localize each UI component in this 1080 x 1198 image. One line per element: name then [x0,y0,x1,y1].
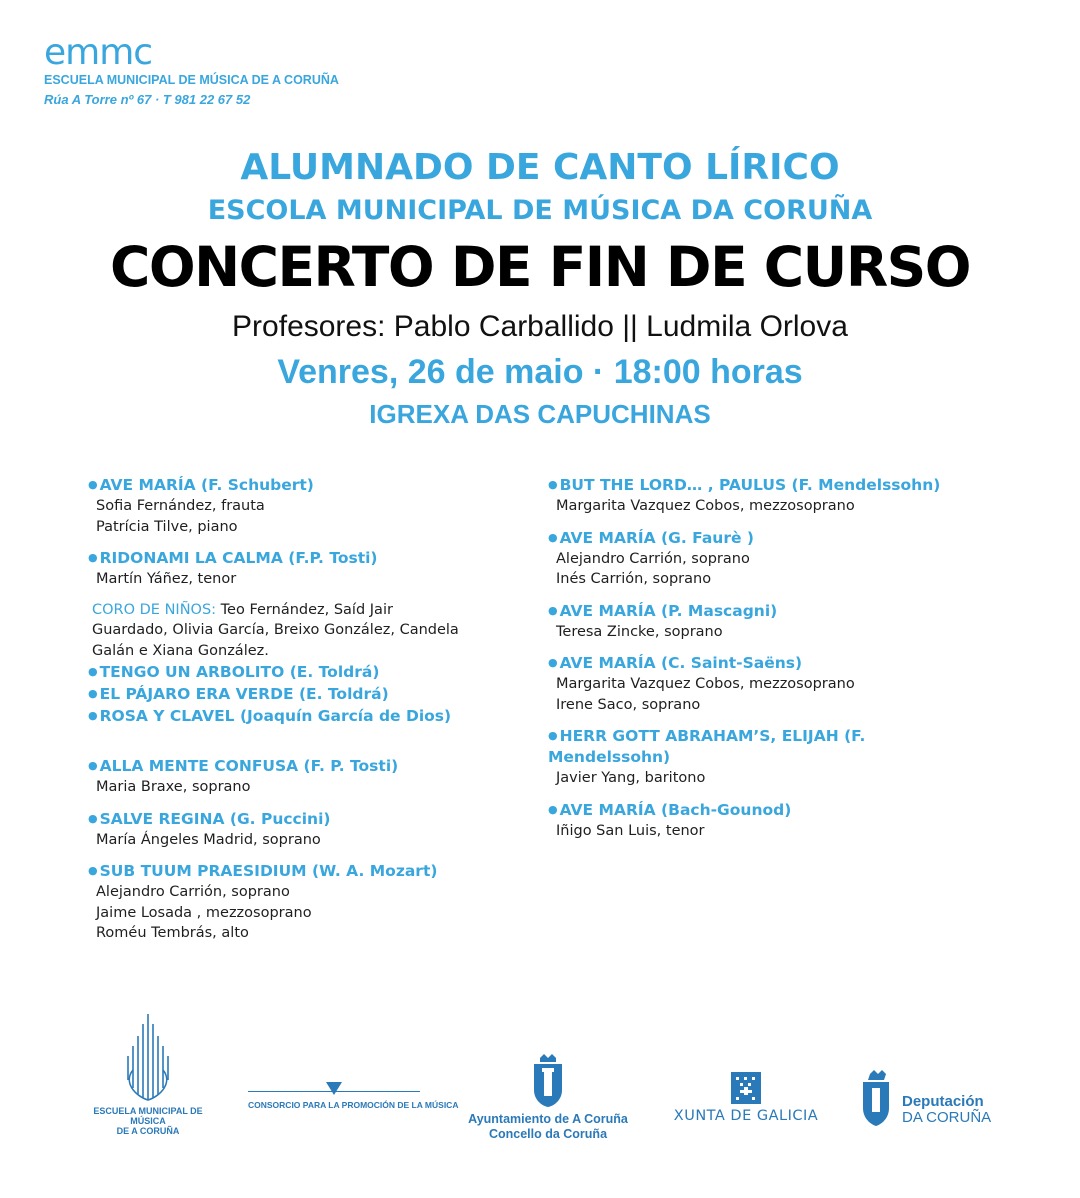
logo-school-name: ESCUELA MUNICIPAL DE MÚSICA DE A CORUÑA [44,73,339,87]
deputacion-label-2: DA CORUÑA [902,1109,992,1126]
piece-title: ● AVE MARÍA (Bach-Gounod) [548,800,792,819]
piece-title: ● ALLA MENTE CONFUSA (F. P. Tosti) [88,757,399,775]
sponsor-emm [86,1010,210,1136]
bullet-icon: ● [548,656,558,669]
program-item [548,600,1048,643]
bullet-icon: ● [548,478,558,491]
bullet-icon: ● [548,729,558,742]
program-item [88,755,558,798]
deputacion-shield-icon [860,1070,892,1126]
performer: Margarita Vazquez Cobos, mezzosoprano [556,498,855,514]
program-item [88,474,558,537]
bullet-icon: ● [88,687,98,700]
coro-pieces [88,661,558,727]
school-logo [44,34,339,109]
bullet-icon: ● [88,759,98,772]
program-right-column [548,474,1048,851]
performer: María Ángeles Madrid, soprano [96,831,321,848]
bullet-icon: ● [88,551,98,564]
logo-address: Rúa A Torre nº 67 · T 981 22 67 52 [44,92,251,107]
program-item [548,652,1048,715]
piece-title: ● ROSA Y CLAVEL (Joaquín García de Dios) [88,707,452,725]
concello-label-2: Concello da Coruña [488,1127,608,1141]
piece-title: ● SALVE REGINA (G. Puccini) [88,809,331,828]
performer: Maria Braxe, soprano [96,779,251,795]
performer: Inés Carrión, soprano [556,571,712,587]
piece-title: ● EL PÁJARO ERA VERDE (E. Toldrá) [88,685,389,703]
bullet-icon: ● [88,665,98,678]
sponsor-concello [460,1052,636,1142]
performer: Alejandro Carrión, soprano [556,550,750,567]
performer: Alejandro Carrión, soprano [96,884,290,900]
bullet-icon: ● [88,709,98,722]
piece-title: ● AVE MARÍA (G. Faurè ) [548,528,754,547]
title-concerto: CONCERTO DE FIN DE CURSO [109,235,971,299]
coro-block [88,600,558,662]
emm-label-1: ESCUELA MUNICIPAL DE MÚSICA [93,1106,203,1126]
piece-title: ● AVE MARÍA (F. Schubert) [88,476,314,494]
performer: Javier Yang, baritono [556,770,706,786]
logo-wordmark: emmc [44,32,153,73]
coro-label: CORO DE NIÑOS: [92,601,217,618]
performer: Patrícia Tilve, piano [96,518,238,535]
bullet-icon: ● [548,530,558,544]
program-item [88,860,558,944]
sponsor-xunta [672,1072,820,1124]
piece-title: ● SUB TUUM PRAESIDIUM (W. A. Mozart) [88,862,438,880]
program-item [548,527,1048,590]
triangle-down-icon [326,1082,342,1096]
coro-members-1: Teo Fernández, Saíd Jair [216,601,393,618]
coro-members-3: Galán e Xiana González. [92,642,269,659]
performer: Martín Yáñez, tenor [96,571,237,587]
coro-members-2: Guardado, Olivia García, Breixo González, Candela [92,622,459,638]
emm-label-2: DE A CORUÑA [116,1126,180,1136]
concello-label-1: Ayuntamiento de A Coruña [468,1112,628,1126]
bullet-icon: ● [548,802,558,816]
performer: Margarita Vazquez Cobos, mezzosoprano [556,676,855,692]
xunta-label: XUNTA DE GALICIA [673,1108,819,1124]
piece-title: ● RIDONAMI LA CALMA (F.P. Tosti) [88,549,378,567]
program-item [548,474,1048,517]
program-item [548,799,1048,842]
piece-title: ● AVE MARÍA (P. Mascagni) [548,601,778,620]
coat-of-arms-icon [530,1052,566,1108]
performer: Irene Saco, soprano [556,696,701,713]
xunta-cross-icon [731,1072,761,1104]
performer: Jaime Losada , mezzosoprano [96,904,312,921]
program-item [548,725,1048,789]
sponsor-footer [0,1006,1080,1156]
piece-title: ● BUT THE LORD… , PAULUS (F. Mendelssohn) [548,476,941,494]
piece-title: ● HERR GOTT ABRAHAM’S, ELIJAH (F. Mendelssohn) [548,727,866,766]
deputacion-label-1: Deputación [902,1093,984,1110]
performer: Teresa Zincke, soprano [556,623,723,640]
program-left-column [88,474,558,954]
bullet-icon: ● [88,864,98,877]
title-escola: ESCOLA MUNICIPAL DE MÚSICA DA CORUÑA [207,195,873,226]
piece-title: ● TENGO UN ARBOLITO (E. Toldrá) [88,663,380,681]
bullet-icon: ● [548,603,558,617]
program-item [88,547,558,590]
hands-logo-icon [113,1010,183,1102]
performer: Iñigo San Luis, tenor [556,822,705,839]
bullet-icon: ● [88,478,98,491]
bullet-icon: ● [88,811,98,825]
piece-title: ● AVE MARÍA (C. Saint-Saëns) [548,654,803,672]
venue-line: IGREXA DAS CAPUCHINAS [369,399,711,429]
sponsor-consorcio [248,1082,459,1110]
date-line: Venres, 26 de maio · 18:00 horas [277,353,803,391]
consorcio-label: CONSORCIO PARA LA PROMOCIÓN DE LA MÚSICA [248,1100,459,1110]
performer: Roméu Tembrás, alto [96,925,249,941]
teachers-line: Profesores: Pablo Carballido || Ludmila Orlova [232,310,848,343]
program-item [88,808,558,851]
title-alumnado: ALUMNADO DE CANTO LÍRICO [240,147,840,188]
performer: Sofia Fernández, frauta [96,498,265,514]
